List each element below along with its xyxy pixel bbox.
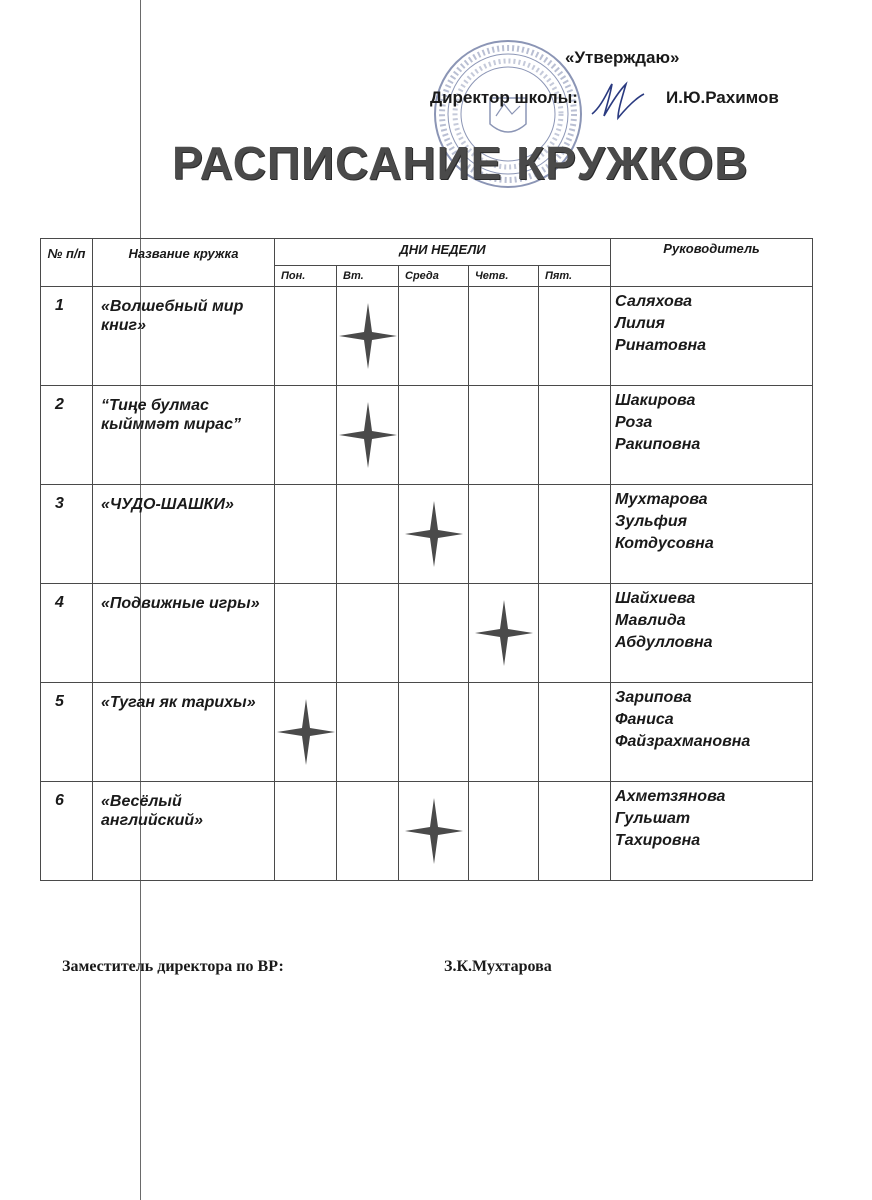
schedule-table <box>40 238 813 881</box>
club-leader: Саляхова Лилия Ринатовна <box>611 287 813 386</box>
table-row <box>41 782 813 881</box>
footer-signature-line <box>62 958 702 976</box>
row-number: 6 <box>41 782 93 881</box>
club-name: «Волшебный мир книг» <box>93 287 275 386</box>
table-row <box>41 386 813 485</box>
header-day-thu: Четв. <box>469 266 539 287</box>
header-club-name: Название кружка <box>93 239 275 287</box>
day-cell-wed <box>399 782 469 881</box>
day-cell-tue <box>337 584 399 683</box>
club-leader: Зарипова Фаниса Файзрахмановна <box>611 683 813 782</box>
table-row <box>41 287 813 386</box>
row-number: 1 <box>41 287 93 386</box>
day-cell-thu <box>469 683 539 782</box>
day-cell-thu <box>469 287 539 386</box>
club-name: «Весёлый английский» <box>93 782 275 881</box>
table-row <box>41 584 813 683</box>
day-cell-thu <box>469 782 539 881</box>
schedule-star-icon <box>405 798 463 864</box>
day-cell-tue <box>337 683 399 782</box>
day-cell-wed <box>399 386 469 485</box>
schedule-star-icon <box>339 303 397 369</box>
day-cell-fri <box>539 782 611 881</box>
club-leader: Шайхиева Мавлида Абдулловна <box>611 584 813 683</box>
club-name: «ЧУДО-ШАШКИ» <box>93 485 275 584</box>
day-cell-mon <box>275 782 337 881</box>
day-cell-mon <box>275 683 337 782</box>
day-cell-tue <box>337 485 399 584</box>
day-cell-wed <box>399 485 469 584</box>
day-cell-tue <box>337 287 399 386</box>
director-label: Директор школы: <box>430 88 578 107</box>
header-day-tue: Вт. <box>337 266 399 287</box>
day-cell-fri <box>539 485 611 584</box>
header-leader: Руководитель <box>611 239 813 287</box>
day-cell-mon <box>275 386 337 485</box>
day-cell-mon <box>275 584 337 683</box>
director-line <box>430 88 779 108</box>
deputy-label: Заместитель директора по ВР: <box>62 958 284 975</box>
header-day-fri: Пят. <box>539 266 611 287</box>
page-title: РАСПИСАНИЕ КРУЖКОВ <box>172 137 749 189</box>
day-cell-fri <box>539 287 611 386</box>
day-cell-tue <box>337 782 399 881</box>
schedule-star-icon <box>475 600 533 666</box>
schedule-star-icon <box>277 699 335 765</box>
schedule-star-icon <box>405 501 463 567</box>
deputy-name: З.К.Мухтарова <box>444 958 552 975</box>
club-name: «Туган як тарихы» <box>93 683 275 782</box>
header-day-wed: Среда <box>399 266 469 287</box>
row-number: 3 <box>41 485 93 584</box>
row-number: 5 <box>41 683 93 782</box>
day-cell-thu <box>469 584 539 683</box>
day-cell-wed <box>399 683 469 782</box>
schedule-body <box>41 287 813 881</box>
club-name: «Подвижные игры» <box>93 584 275 683</box>
header-number: № п/п <box>41 239 93 287</box>
table-row <box>41 485 813 584</box>
day-cell-thu <box>469 485 539 584</box>
day-cell-tue <box>337 386 399 485</box>
day-cell-thu <box>469 386 539 485</box>
director-name: И.Ю.Рахимов <box>666 88 779 107</box>
day-cell-fri <box>539 584 611 683</box>
club-leader: Мухтарова Зульфия Котдусовна <box>611 485 813 584</box>
table-row <box>41 683 813 782</box>
day-cell-wed <box>399 287 469 386</box>
schedule-star-icon <box>339 402 397 468</box>
club-name: “Тиңе булмас кыйммәт мирас” <box>93 386 275 485</box>
club-leader: Ахметзянова Гульшат Тахировна <box>611 782 813 881</box>
approval-caption: «Утверждаю» <box>565 48 680 67</box>
day-cell-fri <box>539 386 611 485</box>
day-cell-mon <box>275 485 337 584</box>
day-cell-mon <box>275 287 337 386</box>
director-signature <box>588 80 648 122</box>
day-cell-fri <box>539 683 611 782</box>
row-number: 4 <box>41 584 93 683</box>
header-weekdays: ДНИ НЕДЕЛИ <box>275 239 611 266</box>
header-day-mon: Пон. <box>275 266 337 287</box>
club-leader: Шакирова Роза Ракиповна <box>611 386 813 485</box>
day-cell-wed <box>399 584 469 683</box>
row-number: 2 <box>41 386 93 485</box>
